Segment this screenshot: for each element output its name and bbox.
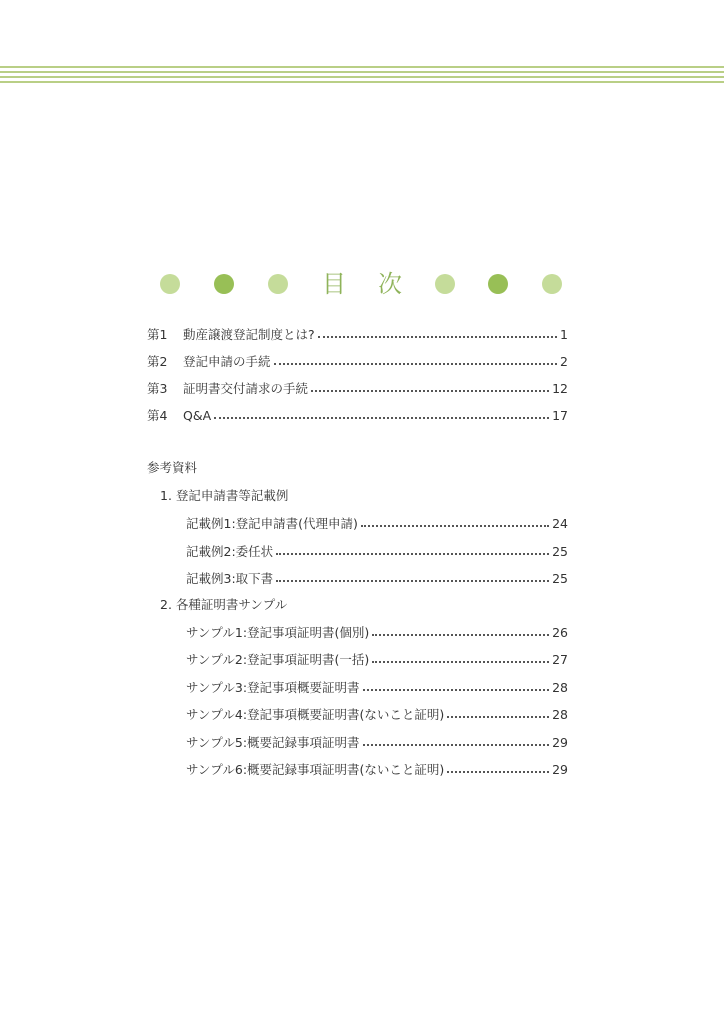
page-number: 28 [552,706,568,722]
toc-entry[interactable] [186,759,568,779]
decor-dot [435,274,455,294]
page-number: 24 [552,515,568,531]
page-number: 25 [552,543,568,559]
dot-leader [274,362,558,365]
dot-leader [372,633,549,636]
toc-entry[interactable] [147,405,568,425]
page-number: 29 [552,734,568,750]
toc-entry[interactable] [147,351,568,371]
header-rule [0,71,724,73]
dot-leader [363,688,550,691]
chapter-title: 動産譲渡登記制度とは? [183,327,315,342]
entry-label: 記載例1:登記申請書(代理申請) [186,516,358,531]
dot-leader [447,715,549,718]
entry-label: サンプル3:登記事項概要証明書 [186,680,360,695]
dot-leader [311,389,549,392]
chapter-title: 証明書交付請求の手続 [183,381,309,396]
toc-title-char: 目 [322,270,346,298]
entry-label: サンプル1:登記事項証明書(個別) [186,625,370,640]
chapter-title: 登記申請の手続 [183,354,271,369]
page-number: 29 [552,761,568,777]
toc-entry[interactable] [186,622,568,642]
entry-label: サンプル6:概要記録事項証明書(ないこと証明) [186,762,445,777]
decor-dot [160,274,180,294]
decor-dot [542,274,562,294]
dot-leader [214,416,549,419]
toc-title-char: 次 [378,270,402,298]
section-title: 2. 各種証明書サンプル [160,597,288,612]
toc-title-row [150,267,580,301]
entry-label: サンプル4:登記事項概要証明書(ないこと証明) [186,707,445,722]
toc-entry[interactable] [186,568,568,588]
page-number: 2 [560,353,568,369]
toc-entry[interactable] [186,649,568,669]
dot-leader [363,743,550,746]
chapter-number: 第4 [147,408,168,423]
toc-entry[interactable] [186,513,568,533]
chapter-number: 第1 [147,327,168,342]
chapter-number: 第3 [147,381,168,396]
dot-leader [447,770,549,773]
toc-entry[interactable] [147,378,568,398]
toc-entry[interactable] [186,677,568,697]
page-number: 28 [552,679,568,695]
header-rule [0,81,724,83]
page-number: 1 [560,326,568,342]
page-number: 26 [552,624,568,640]
entry-label: サンプル2:登記事項証明書(一括) [186,652,370,667]
chapter-title: Q&A [183,408,212,423]
dot-leader [276,579,549,582]
header-rule [0,66,724,68]
entry-label: サンプル5:概要記録事項証明書 [186,735,360,750]
chapter-number: 第2 [147,354,168,369]
entry-label: 記載例3:取下書 [186,571,274,586]
entry-label: 記載例2:委任状 [186,544,274,559]
toc-entry[interactable] [186,732,568,752]
header-rule [0,76,724,78]
page-number: 27 [552,651,568,667]
decor-dot [214,274,234,294]
toc-entry[interactable] [147,324,568,344]
dot-leader [372,660,549,663]
toc-entry[interactable] [186,704,568,724]
page-number: 17 [552,407,568,423]
page-number: 25 [552,570,568,586]
toc-entry[interactable] [186,541,568,561]
dot-leader [361,524,549,527]
decor-dot [268,274,288,294]
dot-leader [276,552,549,555]
header-rules [0,66,724,86]
reference-heading: 参考資料 [147,460,198,475]
page-number: 12 [552,380,568,396]
decor-dot [488,274,508,294]
section-title: 1. 登記申請書等記載例 [160,488,289,503]
dot-leader [318,335,557,338]
